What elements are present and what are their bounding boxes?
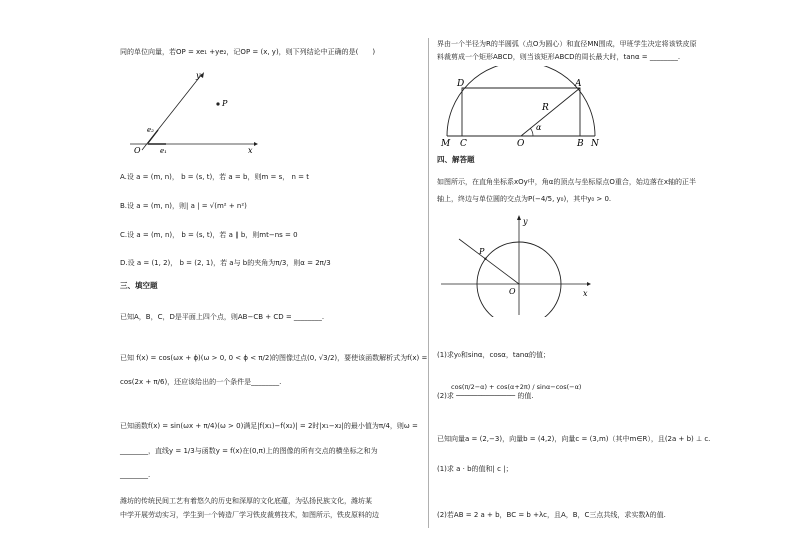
left-column xyxy=(112,0,428,560)
label-b: B xyxy=(577,139,584,148)
right-column xyxy=(437,0,777,560)
label-n: N xyxy=(591,139,599,148)
y-axis-arrow-icon xyxy=(517,215,521,220)
label-o: O xyxy=(517,139,525,148)
option-b: B.设 a = (m, n)，则| a | = √(m² + n²) xyxy=(120,202,247,210)
e2-label: e₂ xyxy=(147,126,154,134)
section-fill-blank-heading: 三、填空题 xyxy=(120,281,158,290)
label-c: C xyxy=(460,139,467,148)
fill-question-4-line2: 中学开展劳动实习，学生到一个铸造厂学习铁皮裁剪技术，如图所示，铁皮原料的边 xyxy=(120,511,379,519)
point-p xyxy=(216,102,219,105)
section-solve-heading: 四、解答题 xyxy=(437,155,475,164)
continued-line1: 界由一个半径为R的半圆弧（点O为圆心）和直径MN围成，甲班学生决定将该铁皮原 xyxy=(437,40,697,48)
solve-part-2-fraction: cos(π/2−α) + cos(α+2π) / sinα−cos(−α) xyxy=(451,383,582,391)
option-a: A.设 a = (m, n)， b = (s, t)，若 a = b，则m = s， n = t xyxy=(120,173,309,181)
origin-label: O xyxy=(134,146,141,154)
oblique-axes-figure xyxy=(122,66,262,154)
p-label: P xyxy=(479,247,485,256)
x-label: x xyxy=(248,146,253,154)
continued-line2: 料裁剪成一个矩形ABCD，则当该矩形ABCD的周长最大时，tanα = ________. xyxy=(437,53,681,61)
semicircle-arc xyxy=(447,66,595,136)
x-label: x xyxy=(583,289,588,298)
solve-question-2: 已知向量a = (2,−3)，向量b = (4,2)，向量c = (3,m)（其中m∈R），且(2a + b) ⊥ c. xyxy=(437,435,711,443)
label-r: R xyxy=(542,103,549,113)
column-divider xyxy=(428,38,429,528)
fill-question-1: 已知A，B，C，D是平面上四个点，则AB−CB + CD = ________. xyxy=(120,313,325,321)
point-p xyxy=(484,258,486,260)
solve-question-2-part-1: (1)求 a · b的值和| c |； xyxy=(437,465,513,473)
origin-label: O xyxy=(509,287,516,296)
fill-question-4-line1: 潍坊的传统民间工艺有着悠久的历史和深厚的文化底蕴，为弘扬民族文化，潍坊某 xyxy=(120,497,372,505)
x-axis-arrow-icon xyxy=(254,142,258,146)
x-axis-arrow-icon xyxy=(587,282,591,286)
solve-part-1: (1)求y₀和sinα，cosα，tanα的值； xyxy=(437,351,550,359)
label-alpha: α xyxy=(536,123,542,132)
label-a: A xyxy=(575,79,582,89)
fill-question-3-line1: 已知函数f(x) = sin(ωx + π/4)(ω > 0)满足|f(x₁)−f(x₂)| = 2时|x₁−x₂|的最小值为π/4，则ω = xyxy=(120,422,418,430)
y-axis-arrow-icon xyxy=(200,72,204,78)
y-label: y xyxy=(523,217,528,226)
fill-question-3-line3: ________. xyxy=(120,471,151,479)
option-d: D.设 a = (1, 2)， b = (2, 1)，若 a与 b的夹角为π/3，则α = 2π/3 xyxy=(120,259,331,267)
label-m: M xyxy=(441,139,451,148)
fill-question-2-line1: 已知 f(x) = cos(ωx + ϕ)(ω > 0, 0 < ϕ < π/2)的图像过点(0, √3/2)，要使该函数解析式为f(x) = xyxy=(120,354,428,362)
label-d: D xyxy=(457,79,465,89)
angle-alpha-arc xyxy=(531,129,534,137)
y-label: y xyxy=(196,71,201,80)
radius-oa xyxy=(521,88,580,136)
semicircle-rectangle-figure xyxy=(439,66,605,148)
solve-question-1-line2: 轴上，终边与单位圆的交点为P(−4/5, y₀)，其中y₀ > 0. xyxy=(437,195,612,203)
fill-question-2-line2: cos(2x + π/6)，还应该给出的一个条件是________. xyxy=(120,378,282,386)
solve-question-2-part-2: (2)若AB = 2 a + b，BC = b +λc，且A，B，C三点共线，求实数λ的值. xyxy=(437,511,666,519)
fill-question-3-line2: ________，直线y = 1/3与函数y = f(x)在(0,π)上的图像的所有交点的横坐标之和为 xyxy=(120,447,378,455)
question-intro: 同的单位向量，若OP = xe₁ +ye₂，记OP = (x, y)，则下列结论中正确的是( ) xyxy=(120,48,376,56)
terminal-side xyxy=(459,239,519,284)
e1-label: e₁ xyxy=(160,147,167,154)
p-label: P xyxy=(222,99,228,108)
unit-circle-figure xyxy=(437,212,597,317)
option-c: C.设 a = (m, n)， b = (s, t)，若 a ∥ b，则mt−ns = 0 xyxy=(120,231,298,239)
solve-question-1-line1: 如图所示，在直角坐标系xOy中，角α的顶点与坐标原点O重合，始边落在x轴的正半 xyxy=(437,178,697,186)
solve-part-2: (2)求 ────────────── 的值. xyxy=(437,392,534,400)
rectangle-abcd xyxy=(462,88,580,136)
